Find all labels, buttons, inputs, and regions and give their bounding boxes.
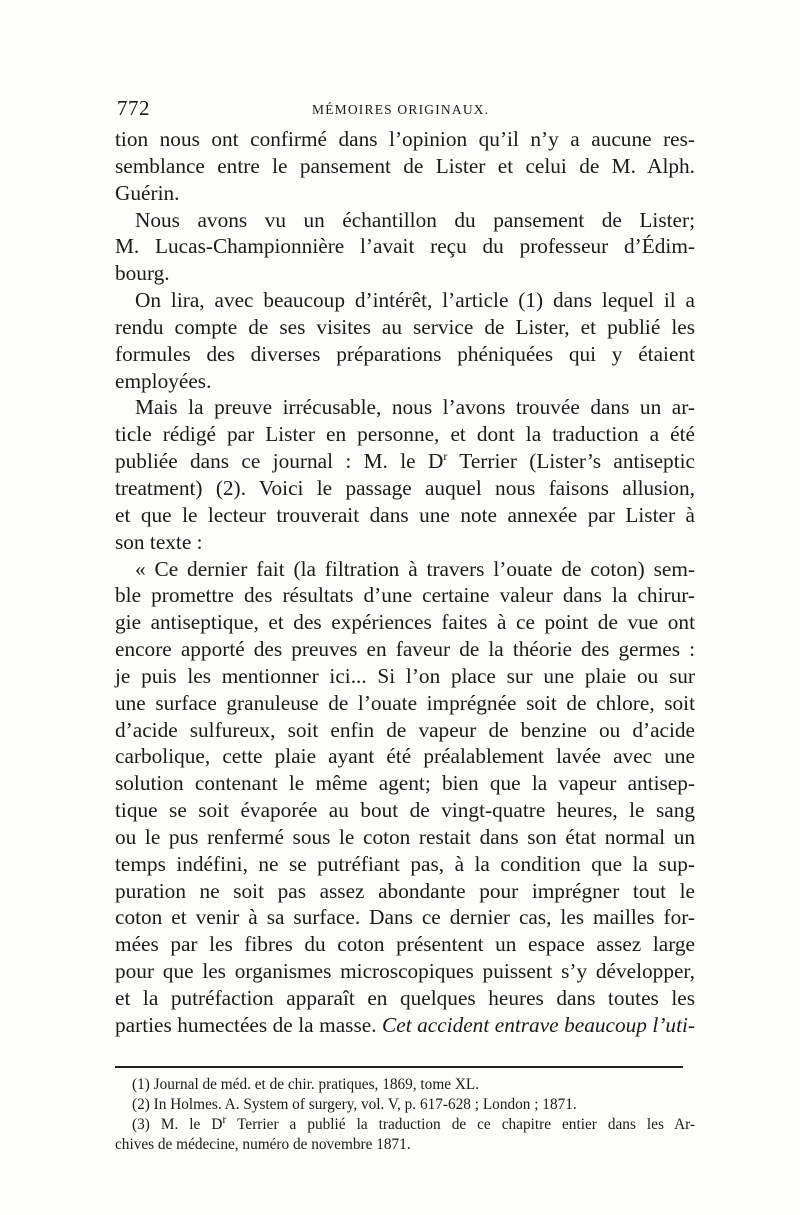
text-line: mées par les fibres du coton présentent un espace assez large xyxy=(115,932,695,957)
text-line: coton et venir à sa surface. Dans ce dernier cas, les mailles for- xyxy=(115,905,695,930)
text-line: et la putréfaction apparaît en quelques heures dans toutes les xyxy=(115,986,695,1010)
text-line: carbolique, cette plaie ayant été préalablement lavée avec une xyxy=(115,744,695,769)
text-line xyxy=(115,1012,695,1039)
text-line: tique se soit évaporée au bout de vingt-quatre heures, le sang xyxy=(115,798,695,823)
running-title: MÉMOIRES ORIGINAUX. xyxy=(312,102,490,117)
text-line: On lira, avec beaucoup d’intérêt, l’article (1) dans lequel il a xyxy=(135,288,695,313)
text-line: pour que les organismes microscopiques puissent s’y développer, xyxy=(115,959,695,984)
text-line: semblance entre le pansement de Lister et celui de M. Alph. xyxy=(115,153,695,178)
footnote-1: (1) Journal de méd. et de chir. pratiques, 1869, tome XL. xyxy=(132,1076,480,1093)
text-line: encore apporté des preuves en faveur de la théorie des germes : xyxy=(115,637,695,662)
text-line: tion nous ont confirmé dans l’opinion qu’il n’y a aucune res- xyxy=(115,127,695,151)
text-line: treatment) (2). Voici le passage auquel nous faisons allusion, xyxy=(115,475,695,500)
text-line: employées. xyxy=(115,368,212,393)
text-line: ou le pus renfermé sous le coton restait dans son état normal un xyxy=(115,824,695,849)
text-line: solution contenant le même agent; bien que la vapeur antisep- xyxy=(115,771,695,796)
text-line: son texte : xyxy=(115,529,203,554)
text-line: gie antiseptique, et des expériences faites à ce point de vue ont xyxy=(115,610,695,635)
text-line: d’acide sulfureux, soit enfin de vapeur de benzine ou d’acide xyxy=(115,717,695,742)
text-fragment: Terrier a publié la traduction de ce chapitre entier dans les Ar- xyxy=(226,1116,696,1133)
text-line: rendu compte de ses visites au service de Lister, et publié les xyxy=(115,314,695,339)
superscript: r xyxy=(443,449,448,464)
italic-text: Cet accident entrave beaucoup l’uti- xyxy=(382,1012,696,1037)
text-line: « Ce dernier fait (la filtration à travers l’ouate de coton) sem- xyxy=(135,556,695,581)
text-line: formules des diverses préparations phéniquées qui y étaient xyxy=(115,341,695,366)
text-line: et que le lecteur trouverait dans une note annexée par Lister à xyxy=(115,502,695,527)
footnote-3-continued: chives de médecine, numéro de novembre 1871. xyxy=(115,1136,411,1153)
text-fragment: publiée dans ce journal : M. le D xyxy=(115,449,444,474)
footnote-2: (2) In Holmes. A. System of surgery, vol. V, p. 617-628 ; London ; 1871. xyxy=(132,1096,577,1113)
text-line: Guérin. xyxy=(115,180,180,205)
text-line: M. Lucas-Championnière l’avait reçu du professeur d’Édim- xyxy=(115,234,695,259)
footnote-3 xyxy=(115,1111,696,1135)
text-fragment: Terrier (Lister’s antiseptic xyxy=(447,449,695,474)
footnote-divider xyxy=(115,1066,683,1068)
text-line: bourg. xyxy=(115,261,170,286)
text-line: Mais la preuve irrécusable, nous l’avons trouvée dans un ar- xyxy=(135,395,695,420)
footnotes xyxy=(115,1075,695,1155)
text-line xyxy=(115,448,695,475)
text-line: une surface granuleuse de l’ouate imprégnée soit de chlore, soit xyxy=(115,690,695,715)
text-line: temps indéfini, ne se putréfiant pas, à la condition que la sup- xyxy=(115,851,695,876)
page-number: 772 xyxy=(117,96,150,120)
text-line: ticle rédigé par Lister en personne, et dont la traduction a été xyxy=(115,422,695,447)
text-line: Nous avons vu un échantillon du pansement de Lister; xyxy=(135,207,695,232)
page-header xyxy=(117,96,697,126)
text-line: je puis les mentionner ici... Si l’on place sur une plaie ou sur xyxy=(115,663,695,688)
text-fragment: (3) M. le D xyxy=(132,1116,223,1133)
superscript: r xyxy=(222,1111,227,1126)
text-fragment: parties humectées de la masse. xyxy=(115,1012,383,1037)
text-line: puration ne soit pas assez abondante pour imprégner tout le xyxy=(115,878,695,903)
body-text xyxy=(115,126,695,1039)
text-line: ble promettre des résultats d’une certaine valeur dans la chirur- xyxy=(115,583,695,608)
